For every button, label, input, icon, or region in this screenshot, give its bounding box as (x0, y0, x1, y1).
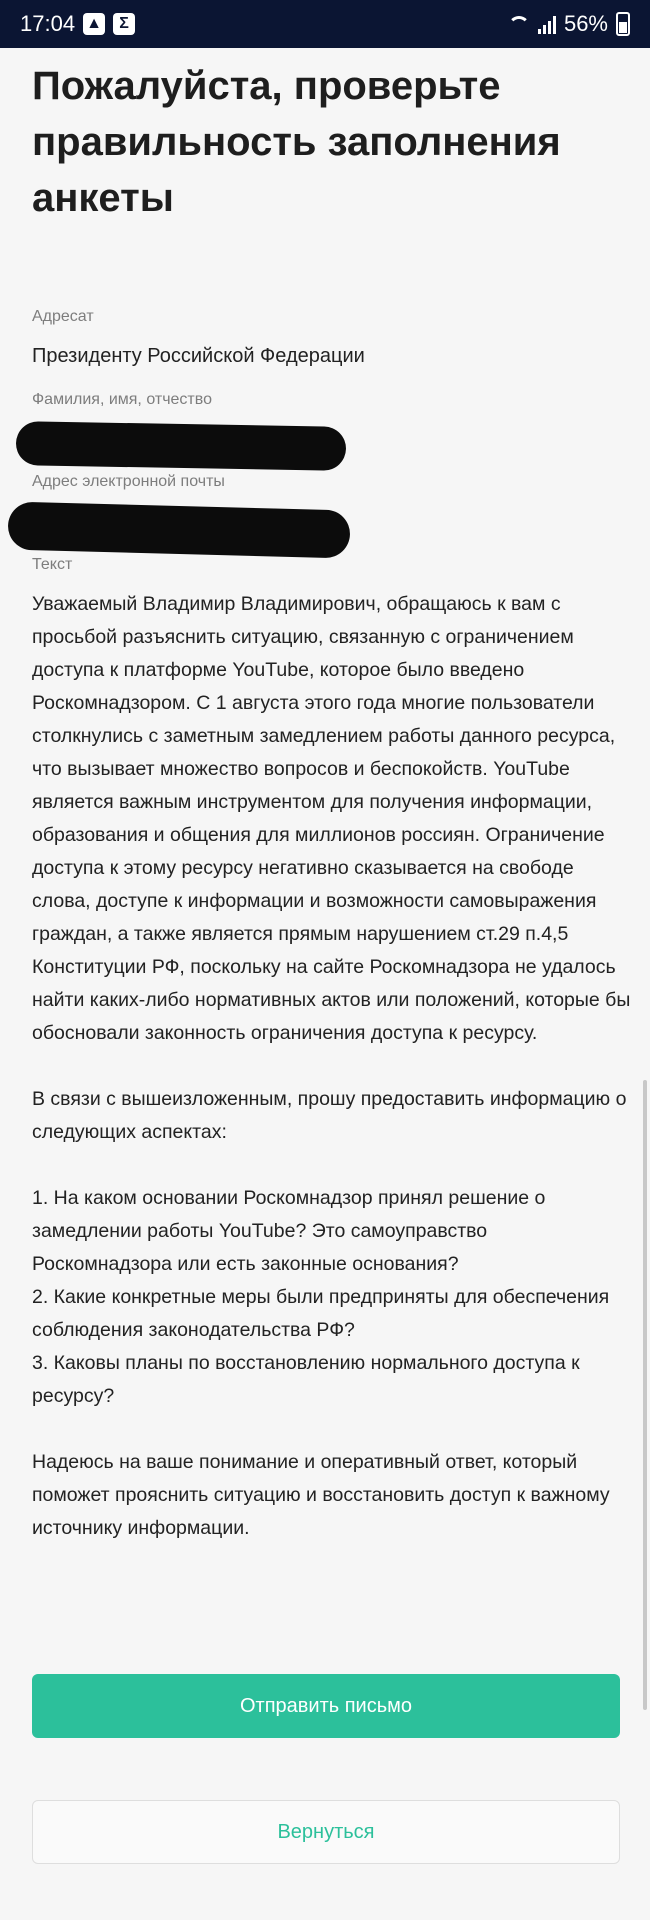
status-time: 17:04 (20, 11, 76, 36)
battery-percent: 56% (563, 11, 608, 36)
email-label: Адрес электронной почты (32, 473, 225, 490)
email-redaction (7, 502, 350, 559)
scrollbar[interactable] (643, 1080, 647, 1710)
signal-icon (538, 14, 556, 34)
send-letter-button[interactable]: Отправить письмо (32, 1674, 620, 1738)
gallery-icon: ▲ (83, 13, 105, 35)
name-label: Фамилия, имя, отчество (32, 391, 212, 408)
page-title: Пожалуйста, проверьте правильность заполнения анкеты (32, 64, 561, 220)
wifi-icon (508, 16, 530, 32)
status-right (508, 11, 630, 37)
recipient-label: Адресат (32, 308, 94, 325)
name-redaction (16, 421, 347, 471)
message-text: Уважаемый Владимир Владимирович, обращаюсь к вам с просьбой разъяснить ситуацию, связанную с ограничением доступа к платформе YouTube, которое было введено Роскомнадзором. С 1 августа этого года многие пользователи столкнулись с заметным замедлением работы данного ресурса, что вызывает множество вопросов и беспокойств. YouTube является важным инструментом для получения информации, образования и общения для миллионов россиян. Ограничение доступа к этому ресурсу негативно сказывается на свободе слова, доступе к информации и возможности самовыражения граждан, а также является прямым нарушением ст.29 п.4,5 Конституции РФ, поскольку на сайте Роскомнадзора не удалось найти каких-либо нормативных актов или положений, которые бы обосновали законность ограничения доступа к ресурсу. В связи с вышеизложенным, прошу предоставить информацию о следующих аспектах: 1. На каком основании Роскомнадзор принял решение о замедлении работы YouTube? Это самоуправство Роскомнадзора или есть законные основания? 2. Какие конкретные меры были предприняты для обеспечения соблюдения законодательства РФ? 3. Каковы планы по восстановлению нормального доступа к ресурсу? Надеюсь на ваше понимание и оперативный ответ, который поможет прояснить ситуацию и восстановить доступ к важному источнику информации. (32, 593, 631, 1539)
back-button[interactable]: Вернуться (32, 1800, 620, 1864)
status-bar (0, 0, 650, 48)
battery-icon (616, 12, 630, 36)
sigma-icon: Σ (113, 13, 135, 35)
recipient-value: Президенту Российской Федерации (32, 345, 365, 367)
status-left (20, 11, 135, 37)
text-label: Текст (32, 556, 73, 573)
